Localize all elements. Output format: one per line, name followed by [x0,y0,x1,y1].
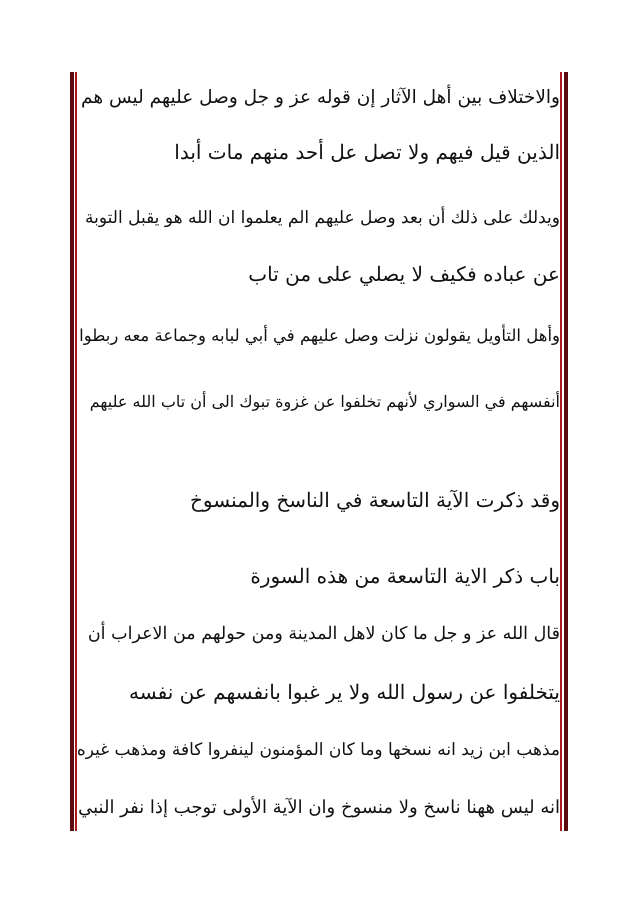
text-line-3: ويدلك على ذلك أن بعد وصل عليهم الم يعلموا ان الله هو يقبل التوبة [85,208,560,228]
text-line-2: الذين قيل فيهم ولا تصل عل أحد منهم مات أبدا [174,140,560,164]
right-border-rule [564,72,568,831]
text-line-10: يتخلفوا عن رسول الله ولا ير غبوا بانفسهم عن نفسه [129,680,560,704]
left-border-rule [70,72,74,831]
text-line-9: قال الله عز و جل ما كان لاهل المدينة ومن حولهم من الاعراب أن [87,624,560,644]
section-heading: باب ذكر الاية التاسعة من هذه السورة [250,564,560,588]
text-line-7: وقد ذكرت الآية التاسعة في الناسخ والمنسوخ [190,488,560,512]
text-line-4: عن عباده فكيف لا يصلي على من تاب [248,262,560,286]
text-line-12: انه ليس ههنا ناسخ ولا منسوخ وان الآية الأولى توجب إذا نفر النبي [78,797,560,818]
text-line-1: والاختلاف بين أهل الآثار إن قوله عز و جل وصل عليهم ليس هم [81,87,560,108]
text-line-6: أنفسهم في السواري لأنهم تخلفوا عن غزوة تبوك الى أن تاب الله عليهم [89,392,560,411]
text-line-11: مذهب ابن زيد انه نسخها وما كان المؤمنون لينفروا كافة ومذهب غيره [76,740,560,760]
text-line-5: وأهل التأويل يقولون نزلت وصل عليهم في أبي لبابه وجماعة معه ربطوا [79,326,560,345]
